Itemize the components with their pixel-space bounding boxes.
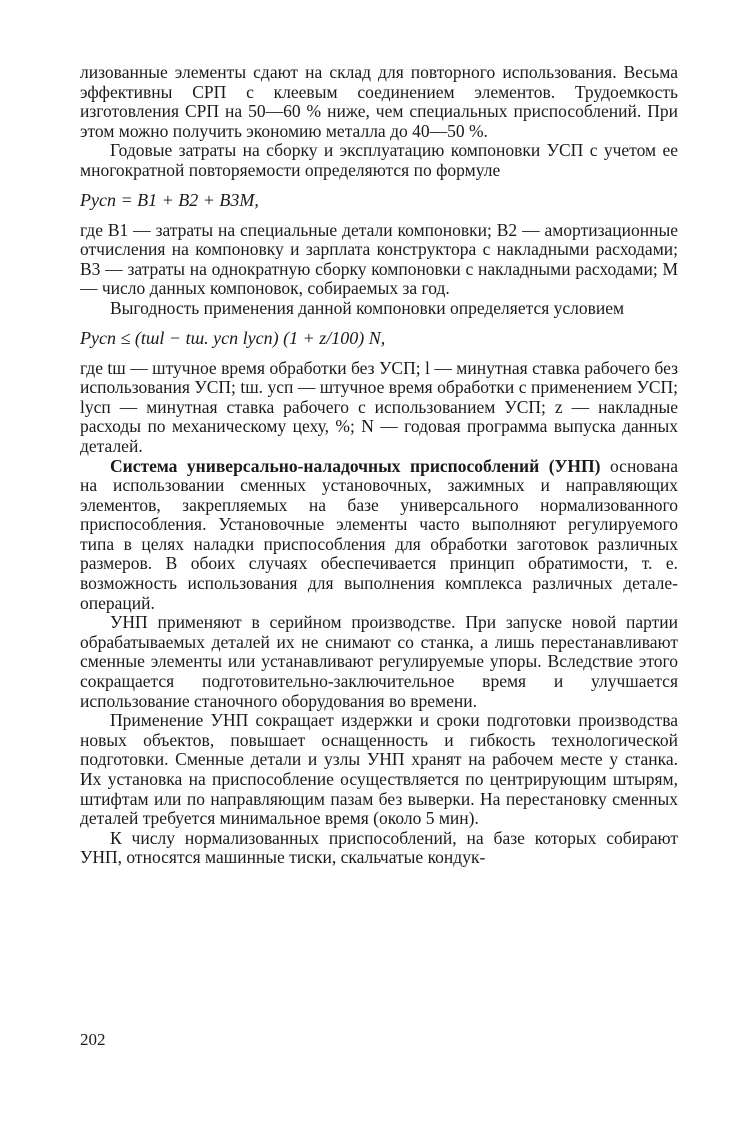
paragraph-1: лизованные элементы сдают на склад для повторного использования. Весьма эффективны СРП с клеевым соединением элементов. Трудоемкость изготовления СРП на 50—60 % ниже, чем специальных приспособлений. При этом можно получить экономию металла до 40—50 %.	[80, 62, 678, 141]
formula-2	[80, 325, 678, 351]
paragraph-3: где B1 — затраты на специальные детали компоновки; B2 — амортизационные отчисления на компоновку и зарплата конструктора с накладными расходами; B3 — затраты на однократную сборку компоновки с накладными расходами; M — число данных компоновок, собираемых за год.	[80, 219, 678, 299]
paragraph-9: К числу нормализованных приспособлений, на базе которых собирают УНП, относятся машинные тиски, скальчатые кондук-	[80, 827, 678, 868]
formula-2-text: Pусп ≤ (tшl − tш. усп lусп) (1 + z/100) N,	[80, 327, 386, 348]
paragraph-6-rest: основана на использовании сменных установочных, зажимных и направляющих элементов, закрепляемых на базе универсального нормализованного приспособления. Установочные элементы часто выполняют регулируемого типа в целях наладки приспособления для обработки заготовок различных размеров. В обоих случаях обеспечивается принцип обратимости, т. е. возможность использования для выполнения комплекса различных детале-операций.	[80, 455, 678, 613]
paragraph-8: Применение УНП сокращает издержки и сроки подготовки производства новых объектов, повышает оснащенность и гибкость технологической подготовки. Сменные детали и узлы УНП хранят на рабочем месте у станка. Их установка на приспособление осуществляется по центрирующим штырям, штифтам или по направляющим пазам без выверки. На перестановку сменных деталей требуется минимальное время (около 5 мин).	[80, 710, 678, 829]
formula-1-text: Pусп = B1 + B2 + B3M,	[80, 189, 259, 210]
paragraph-7: УНП применяют в серийном производстве. При запуске новой партии обрабатываемых деталей их не снимают со станка, а лишь перестанавливают сменные элементы или устанавливают регулируемые упоры. Вследствие этого сокращается подготовительно-заключительное время и улучшается использование станочного оборудования во времени.	[80, 612, 678, 711]
paragraph-2: Годовые затраты на сборку и эксплуатацию компоновки УСП с учетом ее многократной повторяемости определяются по формуле	[80, 140, 678, 180]
page-body	[80, 63, 678, 868]
paragraph-4: Выгодность применения данной компоновки определяется условием	[110, 297, 625, 318]
paragraph-5: где tш — штучное время обработки без УСП; l — минутная ставка рабочего без использования УСП; tш. усп — штучное время обработки с применением УСП; lусп — минутная ставка рабочего с использованием УСП; z — накладные расходы по механическому цеху, %; N — годовая программа выпуска данных деталей.	[80, 357, 678, 456]
paragraph-6	[80, 457, 678, 614]
page-number: 202	[80, 1030, 106, 1049]
formula-1	[80, 187, 678, 213]
paragraph-6-bold: Система универсально-наладочных приспособлений (УНП)	[110, 455, 601, 476]
